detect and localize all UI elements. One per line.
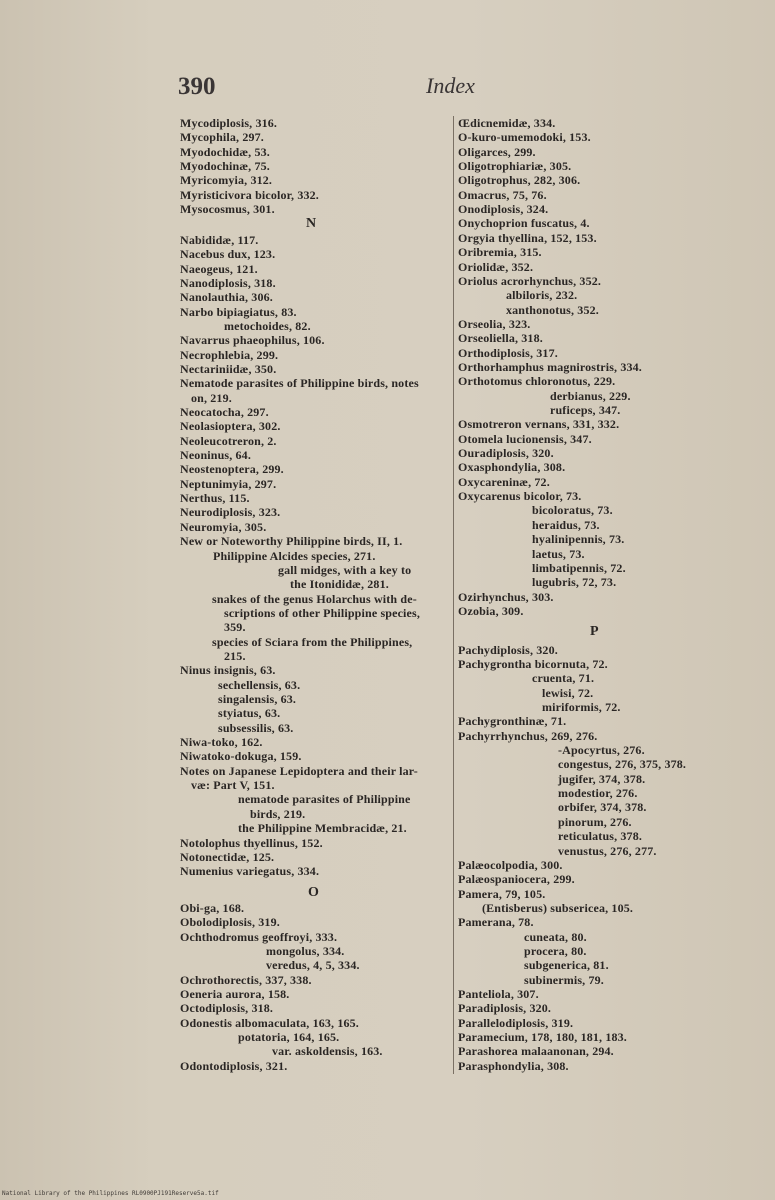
index-entry: Myodochinæ, 75. <box>180 159 270 174</box>
index-entry: Omacrus, 75, 76. <box>458 187 547 202</box>
index-entry: venustus, 276, 277. <box>558 843 657 858</box>
index-entry: Parasphondylia, 308. <box>458 1058 569 1073</box>
index-entry: Onodiplosis, 324. <box>458 202 549 217</box>
index-entry: Oligarces, 299. <box>458 144 536 159</box>
index-entry: Navarrus phaeophilus, 106. <box>180 333 325 348</box>
index-entry: Neostenoptera, 299. <box>180 462 284 477</box>
index-entry: procera, 80. <box>524 943 587 958</box>
index-entry: 215. <box>224 648 246 663</box>
index-entry: Philippine Alcides species, 271. <box>213 548 376 563</box>
index-entry: modestior, 276. <box>558 786 638 801</box>
index-entry: cruenta, 71. <box>532 671 595 686</box>
index-entry: Palæocolpodia, 300. <box>458 857 563 872</box>
index-entry: Pachygrontha bicornuta, 72. <box>458 656 608 671</box>
index-entry: Obi-ga, 168. <box>180 900 245 915</box>
index-entry: Nanolauthia, 306. <box>180 290 273 305</box>
index-entry: Ouradiplosis, 320. <box>458 446 554 461</box>
index-entry: lewisi, 72. <box>542 685 594 700</box>
index-entry: Niwa-toko, 162. <box>180 735 263 750</box>
index-entry: Neoleucotreron, 2. <box>180 433 277 448</box>
index-entry: subinermis, 79. <box>524 972 604 987</box>
index-entry: Oxycarenus bicolor, 73. <box>458 489 582 504</box>
index-entry: Numenius variegatus, 334. <box>180 864 320 879</box>
index-entry: Paramecium, 178, 180, 181, 183. <box>458 1030 627 1045</box>
index-entry: Orthotomus chloronotus, 229. <box>458 374 616 389</box>
index-entry: jugifer, 374, 378. <box>558 771 646 786</box>
index-entry: Neptunimyia, 297. <box>180 476 277 491</box>
index-entry: Orseolia, 323. <box>458 316 531 331</box>
index-entry: reticulatus, 378. <box>558 829 642 844</box>
index-entry: potatoria, 164, 165. <box>238 1030 340 1045</box>
index-entry: Myodochidæ, 53. <box>180 144 270 159</box>
index-entry: Osmotreron vernans, 331, 332. <box>458 417 620 432</box>
index-entry: Odontodiplosis, 321. <box>180 1058 288 1073</box>
index-entry: Otomela lucionensis, 347. <box>458 431 592 446</box>
section-heading-p: P <box>590 624 599 640</box>
index-entry: Pachyrrhynchus, 269, 276. <box>458 728 598 743</box>
index-entry: Myristicivora bicolor, 332. <box>180 187 319 202</box>
column-divider <box>453 116 454 1074</box>
index-entry: styiatus, 63. <box>218 706 281 721</box>
index-entry: var. askoldensis, 163. <box>272 1044 383 1059</box>
index-entry: Orgyia thyellina, 152, 153. <box>458 230 597 245</box>
index-entry: Parashorea malaanonan, 294. <box>458 1044 614 1059</box>
index-entry: Ochthodromus geoffroyi, 333. <box>180 929 338 944</box>
index-entry: bicoloratus, 73. <box>532 503 613 518</box>
index-entry: Odonestis albomaculata, 163, 165. <box>180 1015 359 1030</box>
index-entry: Nanodiplosis, 318. <box>180 275 276 290</box>
index-entry: congestus, 276, 375, 378. <box>558 757 687 772</box>
index-entry: nematode parasites of Philippine <box>238 792 411 807</box>
index-entry: Nectariniidæ, 350. <box>180 361 277 376</box>
index-entry: cuneata, 80. <box>524 929 587 944</box>
index-entry: laetus, 73. <box>532 546 585 561</box>
index-entry: Notes on Japanese Lepidoptera and their lar- <box>180 763 418 778</box>
index-entry: Oriolus acrorhynchus, 352. <box>458 273 602 288</box>
index-entry: Mycodiplosis, 316. <box>180 116 278 130</box>
index-entry: Paradiplosis, 320. <box>458 1001 552 1016</box>
index-entry: Necrophlebia, 299. <box>180 347 279 362</box>
index-entry: Pachygronthinæ, 71. <box>458 714 567 729</box>
index-entry: subsessilis, 63. <box>218 720 294 735</box>
index-entry: Nabididæ, 117. <box>180 232 259 247</box>
index-entry: Neurodiplosis, 323. <box>180 505 281 520</box>
index-entry: Neoninus, 64. <box>180 448 251 463</box>
index-entry: Onychoprion fuscatus, 4. <box>458 216 590 231</box>
index-entry: Mycophila, 297. <box>180 130 264 145</box>
index-entry: -Apocyrtus, 276. <box>558 743 645 758</box>
index-entry: gall midges, with a key to <box>278 562 412 577</box>
section-heading-o: O <box>308 884 319 900</box>
index-entry: veredus, 4, 5, 334. <box>266 958 360 973</box>
index-entry: 359. <box>224 620 246 635</box>
index-entry: Oxycareninæ, 72. <box>458 474 550 489</box>
page-number: 390 <box>178 73 216 100</box>
index-entry: Nacebus dux, 123. <box>180 247 276 262</box>
index-entry: Neolasioptera, 302. <box>180 419 281 434</box>
index-entry: hyalinipennis, 73. <box>532 532 625 547</box>
index-entry: Niwatoko-dokuga, 159. <box>180 749 302 764</box>
index-entry: species of Sciara from the Philippines, <box>212 634 413 649</box>
index-entry: mongolus, 334. <box>266 943 345 958</box>
index-entry: birds, 219. <box>250 806 306 821</box>
index-entry: xanthonotus, 352. <box>506 302 599 317</box>
index-entry: albiloris, 232. <box>506 288 578 303</box>
footer-code: RL0900PJ191Reserve5a.tif <box>132 1190 219 1197</box>
index-entry: miriformis, 72. <box>542 700 621 714</box>
section-heading-n: N <box>306 216 317 232</box>
index-entry: orbifer, 374, 378. <box>558 800 647 815</box>
index-entry: Obolodiplosis, 319. <box>180 915 280 930</box>
footer-library: National Library of the Philippines <box>2 1190 129 1197</box>
page-title: Index <box>426 73 475 98</box>
index-entry: O-kuro-umemodoki, 153. <box>458 130 591 145</box>
index-entry: Ozirhynchus, 303. <box>458 589 554 604</box>
index-entry: Octodiplosis, 318. <box>180 1001 274 1016</box>
index-entry: Pachydiplosis, 320. <box>458 642 558 657</box>
index-entry: Nerthus, 115. <box>180 491 250 506</box>
index-entry: Panteliola, 307. <box>458 987 539 1001</box>
index-entry: Oeneria aurora, 158. <box>180 987 290 1001</box>
index-entry: Oriolidæ, 352. <box>458 259 534 274</box>
index-entry: on, 219. <box>191 390 232 405</box>
index-entry: ruficeps, 347. <box>550 403 621 417</box>
index-entry: Pamera, 79, 105. <box>458 886 546 901</box>
index-entry: Œdicnemidæ, 334. <box>458 116 556 130</box>
index-entry: subgenerica, 81. <box>524 958 609 973</box>
index-entry: derbianus, 229. <box>550 388 631 403</box>
index-entry: væ: Part V, 151. <box>191 778 275 793</box>
index-entry: Nematode parasites of Philippine birds, notes <box>180 376 419 391</box>
index-entry: Oligotrophus, 282, 306. <box>458 173 581 188</box>
index-entry: Pamerana, 78. <box>458 915 534 930</box>
index-entry: sechellensis, 63. <box>218 677 301 692</box>
index-entry: Narbo bipiagiatus, 83. <box>180 304 297 319</box>
index-entry: Neocatocha, 297. <box>180 405 269 419</box>
index-entry: the Itonididæ, 281. <box>290 577 389 592</box>
index-entry: Ozobia, 309. <box>458 603 524 618</box>
index-entry: Myricomyia, 312. <box>180 173 273 188</box>
index-entry: metochoides, 82. <box>224 318 311 333</box>
index-entry: pinorum, 276. <box>558 814 632 829</box>
index-entry: Orthodiplosis, 317. <box>458 345 558 360</box>
index-entry: heraidus, 73. <box>532 517 600 532</box>
index-entry: singalensis, 63. <box>218 692 297 706</box>
index-entry: snakes of the genus Holarchus with de- <box>212 591 417 606</box>
index-entry: Naeogeus, 121. <box>180 261 258 276</box>
index-entry: (Entisberus) subsericea, 105. <box>482 900 634 915</box>
index-entry: Oligotrophiariæ, 305. <box>458 159 572 174</box>
index-entry: Oribremia, 315. <box>458 245 542 260</box>
index-entry: Notolophus thyellinus, 152. <box>180 835 323 850</box>
index-entry: Orseoliella, 318. <box>458 331 543 346</box>
index-entry: Ninus insignis, 63. <box>180 663 276 678</box>
index-entry: Mysocosmus, 301. <box>180 202 275 217</box>
index-entry: limbatipennis, 72. <box>532 560 626 575</box>
index-entry: Neuromyia, 305. <box>180 519 267 534</box>
index-entry: lugubris, 72, 73. <box>532 575 617 590</box>
index-entry: the Philippine Membracidæ, 21. <box>238 821 407 836</box>
index-entry: New or Noteworthy Philippine birds, II, 1. <box>180 534 403 549</box>
index-entry: Parallelodiplosis, 319. <box>458 1015 574 1030</box>
index-entry: scriptions of other Philippine species, <box>224 605 420 620</box>
index-entry: Oxasphondylia, 308. <box>458 460 566 475</box>
index-entry: Orthorhamphus magnirostris, 334. <box>458 359 642 374</box>
index-entry: Notonectidæ, 125. <box>180 849 275 864</box>
index-entry: Ochrothorectis, 337, 338. <box>180 972 312 987</box>
index-entry: Palæospaniocera, 299. <box>458 872 575 887</box>
